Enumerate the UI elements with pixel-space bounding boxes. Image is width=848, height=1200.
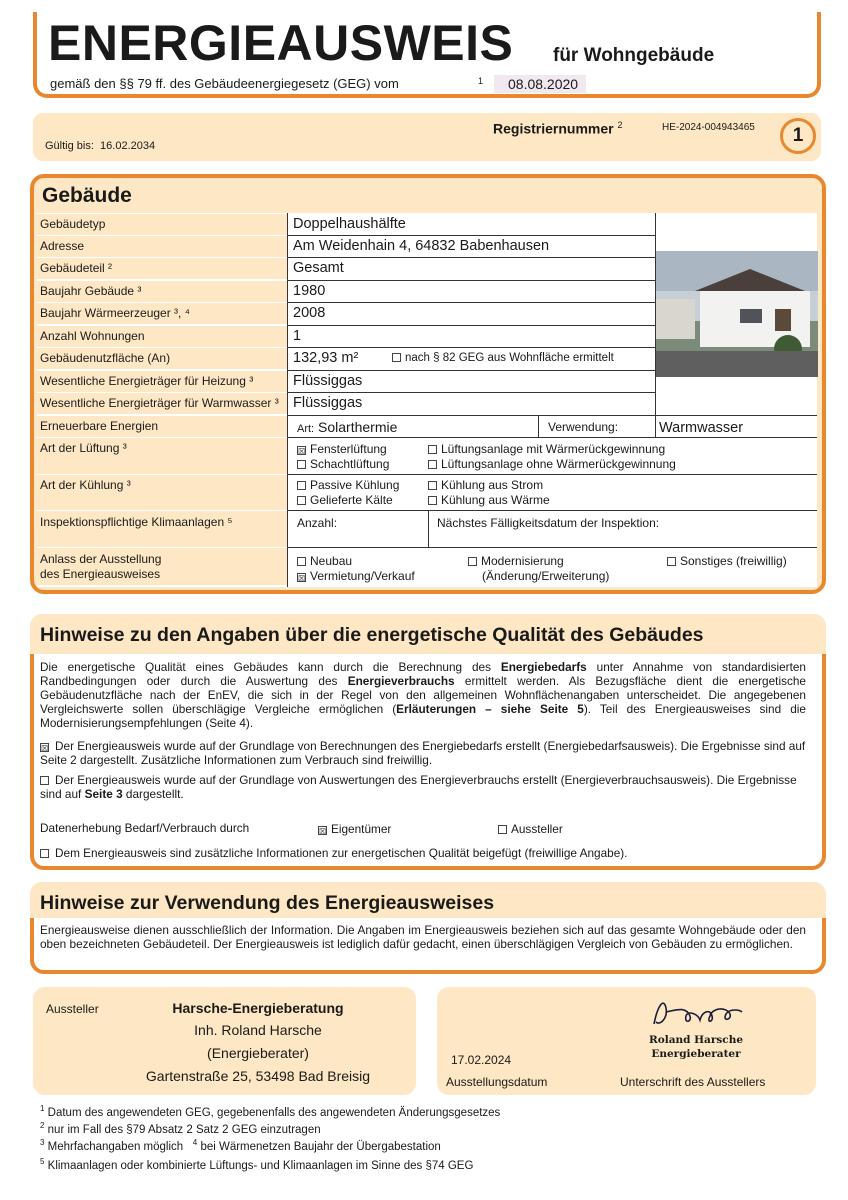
datenerhebung-label: Datenerhebung Bedarf/Verbrauch durch bbox=[40, 821, 250, 835]
grid-line bbox=[538, 415, 539, 437]
footnote-number: 3 bbox=[40, 1138, 45, 1147]
footnote-number: 1 bbox=[40, 1104, 45, 1113]
kuehlung-strom-checkbox[interactable] bbox=[428, 481, 437, 490]
signature-image bbox=[646, 994, 746, 1034]
grid-line bbox=[287, 474, 817, 475]
grid-line bbox=[287, 510, 817, 511]
anlass-vermietung bbox=[297, 569, 415, 583]
footnote-text: Mehrfachangaben möglich bbox=[47, 1140, 184, 1153]
verbrauch-text-bold: Seite 3 bbox=[84, 787, 123, 801]
zusatzinfo-label: Dem Energieausweis sind zusätzliche Informationen zur energetischen Qualität beigefügt (freiwillige Angabe). bbox=[55, 846, 628, 860]
value-gebaeudetyp: Doppelhaushälfte bbox=[293, 216, 406, 232]
zusatzinfo-option bbox=[40, 846, 627, 860]
value-warmwasser: Flüssiggas bbox=[293, 395, 363, 411]
lueftung-mit-wrg bbox=[428, 442, 665, 456]
law-reference: gemäß den §§ 79 ff. des Gebäudeenergiegesetz (GEG) vom bbox=[50, 76, 399, 91]
grid-line bbox=[287, 325, 655, 326]
row-label-baujahr-waermeerzeuger: Baujahr Wärmeerzeuger ³, ⁴ bbox=[37, 303, 287, 324]
footnote-number: 4 bbox=[192, 1138, 198, 1147]
kuehlung-waerme-checkbox[interactable] bbox=[428, 496, 437, 505]
zusatzinfo-checkbox[interactable] bbox=[40, 849, 49, 858]
issuer-role: (Energieberater) bbox=[207, 1045, 309, 1061]
anlass-sonstiges-label: Sonstiges (freiwillig) bbox=[680, 554, 787, 568]
kuehlung-geliefert-label: Gelieferte Kälte bbox=[310, 493, 393, 507]
nutzflaeche-option-label: nach § 82 GEG aus Wohnfläche ermittelt bbox=[405, 352, 614, 364]
kuehlung-passiv-label: Passive Kühlung bbox=[310, 478, 400, 492]
footnote-1 bbox=[40, 1104, 500, 1119]
kuehlung-geliefert-checkbox[interactable] bbox=[297, 496, 306, 505]
notes-text-bold: Energiebedarfs bbox=[500, 660, 587, 674]
verbrauch-text: dargestellt. bbox=[122, 787, 184, 801]
footnote-text: Datum des angewendeten GEG, gegebenenfalls des angewendeten Änderungsgesetzes bbox=[47, 1106, 501, 1119]
regnr-label bbox=[493, 120, 623, 137]
row-label-adresse: Adresse bbox=[37, 236, 287, 257]
lueftung-schacht-checkbox[interactable] bbox=[297, 460, 306, 469]
law-footnote-ref: 1 bbox=[478, 76, 484, 86]
regnr-footnote-ref: 2 bbox=[617, 120, 623, 130]
grid-line bbox=[287, 347, 655, 348]
value-heizung: Flüssiggas bbox=[293, 373, 363, 389]
aussteller-label: Aussteller bbox=[511, 822, 563, 836]
stamp-role: Energieberater bbox=[651, 1048, 741, 1060]
row-label-kuehlung: Art der Kühlung ³ bbox=[37, 475, 287, 510]
valid-until bbox=[45, 140, 155, 152]
registration-bar bbox=[33, 113, 821, 161]
notes-paragraph bbox=[40, 660, 806, 730]
usage-text: Energieausweise dienen ausschließlich der Information. Die Angaben im Energieausweis beziehen sich auf das gesamte Wohngebäude oder den oben bezeichneten Gebäudeteil. Der Energieausweis ist lediglich dafür gedacht, einen überschlägigen Vergleich von Gebäuden zu ermöglichen. bbox=[40, 923, 806, 951]
anlass-vermietung-checkbox[interactable]: ☒ bbox=[298, 574, 306, 583]
issuer-name: Harsche-Energieberatung bbox=[172, 1000, 344, 1016]
anlass-neubau-checkbox[interactable] bbox=[297, 557, 306, 566]
grid-line bbox=[287, 415, 817, 416]
value-baujahr-waermeerzeuger: 2008 bbox=[293, 305, 326, 321]
kuehlung-strom bbox=[428, 478, 543, 492]
kuehlung-waerme bbox=[428, 493, 550, 507]
anlass-sonstiges-checkbox[interactable] bbox=[667, 557, 676, 566]
erneuerbar-art-label: Art: bbox=[297, 423, 315, 435]
lueftung-fenster-label: Fensterlüftung bbox=[310, 442, 387, 456]
lueftung-fenster bbox=[297, 442, 387, 456]
anlass-vermietung-label: Vermietung/Verkauf bbox=[310, 569, 415, 583]
row-label-lueftung: Art der Lüftung ³ bbox=[37, 438, 287, 474]
anlass-neubau-label: Neubau bbox=[310, 554, 353, 568]
footnote-5 bbox=[40, 1157, 473, 1172]
kuehlung-geliefert bbox=[297, 493, 393, 507]
aussteller-checkbox[interactable] bbox=[498, 825, 507, 834]
notes-text: unter Annahme von standardisierten Randbedingungen oder durch die Auswertung des bbox=[40, 660, 806, 688]
valid-until-value: 16.02.2034 bbox=[100, 140, 156, 152]
bedarf-option bbox=[40, 739, 806, 767]
lueftung-ohne-wrg-label: Lüftungsanlage ohne Wärmerückgewinnung bbox=[441, 457, 676, 471]
klima-anzahl-label: Anzahl: bbox=[297, 516, 338, 530]
row-label-gebaeudeteil: Gebäudeteil ² bbox=[37, 258, 287, 279]
kuehlung-passiv-checkbox[interactable] bbox=[297, 481, 306, 490]
grid-line bbox=[287, 257, 655, 258]
issue-date: 17.02.2024 bbox=[451, 1053, 512, 1067]
lueftung-fenster-checkbox[interactable]: ☒ bbox=[298, 447, 306, 456]
lueftung-mit-wrg-checkbox[interactable] bbox=[428, 445, 437, 454]
row-label-gebaeudetyp: Gebäudetyp bbox=[37, 214, 287, 235]
issuer-owner: Inh. Roland Harsche bbox=[194, 1022, 322, 1038]
footnote-3-4 bbox=[40, 1138, 441, 1153]
usage-title: Hinweise zur Verwendung des Energieausweises bbox=[40, 892, 495, 914]
grid-line bbox=[287, 370, 655, 371]
erneuerbar-art bbox=[297, 419, 397, 435]
bedarf-text: Der Energieausweis wurde auf der Grundlage von Berechnungen des Energiebedarfs erstellt (Energiebedarfsausweis). Die Ergebnisse sind auf Seite 2 dargestellt. Zusätzliche Informationen zum Verbrauch sind freiwillig. bbox=[40, 739, 806, 767]
eigentuemer-label: Eigentümer bbox=[331, 822, 392, 836]
row-label-klimaanlagen: Inspektionspflichtige Klimaanlagen ⁵ bbox=[37, 511, 287, 547]
regnr-value: HE-2024-004943465 bbox=[662, 122, 755, 133]
anlass-aenderung: (Änderung/Erweiterung) bbox=[482, 569, 610, 583]
regnr-label-text: Registriernummer bbox=[493, 120, 614, 137]
datenerhebung-eigentuemer bbox=[318, 822, 391, 836]
notes-text-bold: Erläuterungen – siehe Seite 5 bbox=[396, 702, 584, 716]
anlass-modernisierung bbox=[468, 554, 564, 568]
issuer-address: Gartenstraße 25, 53498 Bad Breisig bbox=[145, 1068, 371, 1084]
notes-text: Die energetische Qualität eines Gebäudes kann durch die Berechnung des bbox=[40, 660, 501, 674]
verwendung-label: Verwendung: bbox=[548, 420, 619, 434]
document-title: ENERGIEAUSWEIS bbox=[48, 15, 514, 71]
document-subtitle: für Wohngebäude bbox=[553, 45, 715, 66]
erneuerbar-art-value: Solarthermie bbox=[318, 419, 398, 435]
footnote-text: Klimaanlagen oder kombinierte Lüftungs- und Klimaanlagen im Sinne des §74 GEG bbox=[47, 1159, 474, 1172]
grid-line bbox=[287, 302, 655, 303]
issue-date-label: Ausstellungsdatum bbox=[446, 1075, 548, 1089]
verbrauch-text: Der Energieausweis wurde auf der Grundlage von Auswertungen des Energieverbrauchs erstellt (Energieverbrauchsausweis). Die Ergebnisse sind auf bbox=[40, 773, 797, 801]
row-label-baujahr: Baujahr Gebäude ³ bbox=[37, 281, 287, 302]
grid-line bbox=[287, 392, 655, 393]
verbrauch-checkbox[interactable] bbox=[40, 776, 49, 785]
grid-line bbox=[287, 437, 817, 438]
verbrauch-option bbox=[40, 773, 806, 801]
row-label-anzahl-wohnungen: Anzahl Wohnungen bbox=[37, 326, 287, 347]
signature-stamp bbox=[636, 1033, 756, 1061]
anlass-modernisierung-checkbox[interactable] bbox=[468, 557, 477, 566]
kuehlung-strom-label: Kühlung aus Strom bbox=[441, 478, 544, 492]
signature-label: Unterschrift des Ausstellers bbox=[620, 1075, 766, 1089]
value-adresse: Am Weidenhain 4, 64832 Babenhausen bbox=[293, 238, 550, 254]
value-baujahr: 1980 bbox=[293, 283, 326, 299]
issuer-label: Aussteller bbox=[46, 1002, 99, 1016]
footnote-number: 2 bbox=[40, 1121, 45, 1130]
stamp-name: Roland Harsche bbox=[648, 1034, 744, 1046]
kuehlung-waerme-label: Kühlung aus Wärme bbox=[441, 493, 550, 507]
anlass-sonstiges bbox=[667, 554, 787, 568]
anlass-neubau bbox=[297, 554, 352, 568]
valid-until-label: Gültig bis: bbox=[45, 140, 94, 152]
notes-title: Hinweise zu den Angaben über die energetische Qualität des Gebäudes bbox=[40, 624, 704, 646]
row-label-anlass: Anlass der Ausstellung des Energieausweises bbox=[37, 548, 287, 585]
datenerhebung-aussteller bbox=[498, 822, 563, 836]
grid-line bbox=[428, 510, 429, 547]
footnote-2 bbox=[40, 1121, 321, 1136]
nutzflaeche-checkbox[interactable] bbox=[392, 353, 401, 362]
notes-text: ). Teil des Energieausweises sind die Modernisierungsempfehlungen (Seite 4). bbox=[40, 702, 806, 730]
grid-line bbox=[287, 547, 817, 548]
building-photo bbox=[655, 251, 818, 377]
value-nutzflaeche: 132,93 m² bbox=[293, 350, 359, 366]
grid-line bbox=[287, 280, 655, 281]
notes-text: ermittelt werden. Als Bezugsfläche dient die energetische Gebäudenutzfläche nach der EnEV, die sich in der Regel von den allgemeinen Wohnflächenangaben unterscheidet. Die angegebenen Vergleichswerte sollen überschlägige Vergleiche ermöglichen ( bbox=[40, 674, 806, 716]
verwendung-value: Warmwasser bbox=[659, 420, 744, 436]
lueftung-ohne-wrg-checkbox[interactable] bbox=[428, 460, 437, 469]
grid-line bbox=[287, 213, 288, 587]
lueftung-ohne-wrg bbox=[428, 457, 676, 471]
building-section-title: Gebäude bbox=[42, 184, 132, 207]
law-date: 08.08.2020 bbox=[494, 75, 586, 93]
footnote-text: nur im Fall des §79 Absatz 2 Satz 2 GEG einzutragen bbox=[47, 1123, 321, 1136]
bedarf-checkbox[interactable]: ☒ bbox=[41, 744, 49, 753]
nutzflaeche-option bbox=[392, 352, 614, 364]
row-label-heizung: Wesentliche Energieträger für Heizung ³ bbox=[37, 371, 287, 392]
row-label-warmwasser: Wesentliche Energieträger für Warmwasser ³ bbox=[37, 393, 287, 414]
footnote-number: 5 bbox=[40, 1157, 45, 1166]
value-gebaeudeteil: Gesamt bbox=[293, 260, 344, 276]
lueftung-mit-wrg-label: Lüftungsanlage mit Wärmerückgewinnung bbox=[441, 442, 666, 456]
kuehlung-passiv bbox=[297, 478, 399, 492]
grid-line bbox=[287, 235, 655, 236]
value-anzahl-wohnungen: 1 bbox=[293, 328, 302, 344]
notes-text-bold: Energieverbrauchs bbox=[347, 674, 455, 688]
klima-faelligkeit-label: Nächstes Fälligkeitsdatum der Inspektion: bbox=[437, 516, 660, 530]
row-label-nutzflaeche: Gebäudenutzfläche (An) bbox=[37, 348, 287, 369]
lueftung-schacht-label: Schachtlüftung bbox=[310, 457, 390, 471]
row-label-erneuerbar: Erneuerbare Energien bbox=[37, 416, 287, 437]
grid-line bbox=[655, 213, 656, 437]
footnote-text: bei Wärmenetzen Baujahr der Übergabestation bbox=[200, 1140, 441, 1153]
page-number: 1 bbox=[780, 118, 816, 154]
lueftung-schacht bbox=[297, 457, 389, 471]
anlass-modernisierung-label: Modernisierung bbox=[481, 554, 564, 568]
eigentuemer-checkbox[interactable]: ☒ bbox=[319, 827, 327, 836]
